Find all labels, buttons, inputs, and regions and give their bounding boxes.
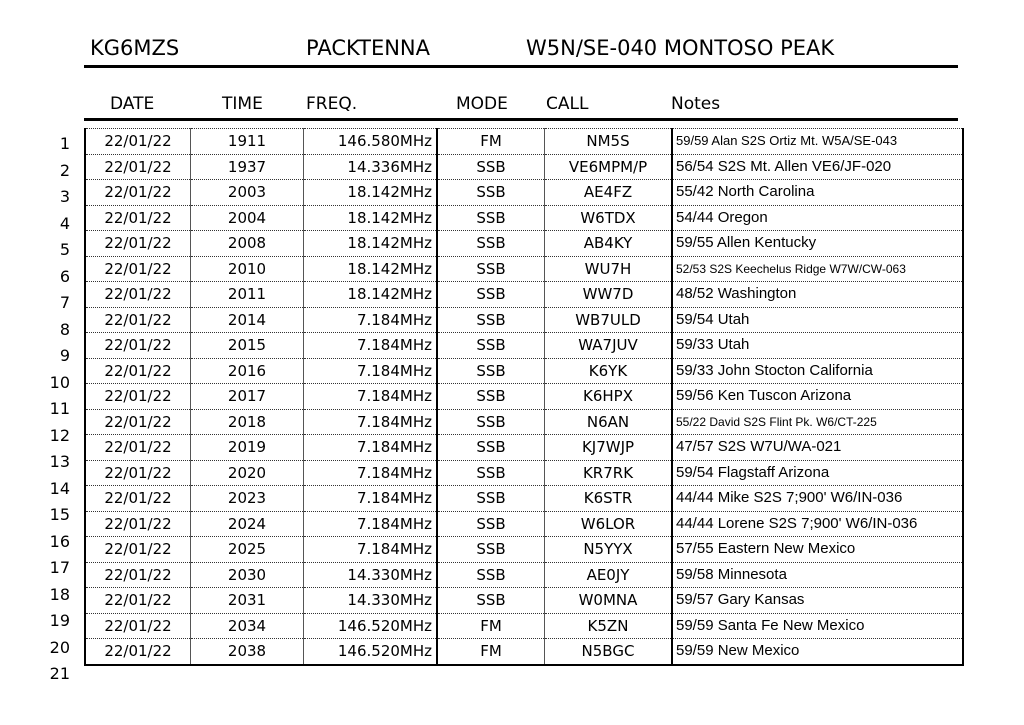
cell-call: AE0JY	[545, 562, 673, 588]
cell-mode: SSB	[437, 537, 545, 563]
cell-freq: 7.184MHz	[304, 435, 438, 461]
cell-notes: 44/44 Lorene S2S 7;900' W6/IN-036	[672, 511, 963, 537]
cell-time: 2016	[191, 358, 304, 384]
cell-time: 2017	[191, 384, 304, 410]
row-number: 9	[59, 346, 70, 365]
cell-time: 2018	[191, 409, 304, 435]
cell-call: N5YYX	[545, 537, 673, 563]
cell-mode: SSB	[437, 358, 545, 384]
cell-call: K6YK	[545, 358, 673, 384]
cell-date: 22/01/22	[85, 333, 191, 359]
table-row	[85, 154, 963, 180]
cell-mode: SSB	[437, 562, 545, 588]
cell-notes: 59/55 Allen Kentucky	[672, 231, 963, 257]
row-number: 21	[49, 664, 70, 683]
row-number: 15	[49, 505, 70, 524]
cell-time: 2031	[191, 588, 304, 614]
cell-notes: 59/33 John Stocton California	[672, 358, 963, 384]
cell-notes: 59/54 Utah	[672, 307, 963, 333]
cell-notes: 44/44 Mike S2S 7;900' W6/IN-036	[672, 486, 963, 512]
cell-date: 22/01/22	[85, 129, 191, 155]
cell-call: K6HPX	[545, 384, 673, 410]
row-number: 10	[49, 372, 70, 392]
cell-date: 22/01/22	[85, 358, 191, 384]
cell-time: 2004	[191, 205, 304, 231]
row-number: 4	[59, 213, 70, 233]
cell-notes: 59/57 Gary Kansas	[672, 588, 963, 614]
header-call: CALL	[546, 94, 589, 114]
table-row	[85, 613, 963, 639]
cell-call: W6TDX	[545, 205, 673, 231]
cell-time: 2038	[191, 639, 304, 665]
cell-date: 22/01/22	[85, 537, 191, 563]
cell-mode: SSB	[437, 256, 545, 282]
title-divider	[84, 65, 958, 68]
log-title-row	[90, 36, 956, 66]
row-number: 14	[49, 478, 70, 498]
cell-freq: 18.142MHz	[304, 180, 438, 206]
cell-time: 2008	[191, 231, 304, 257]
cell-freq: 7.184MHz	[304, 486, 438, 512]
cell-mode: SSB	[437, 282, 545, 308]
table-row	[85, 180, 963, 206]
table-row	[85, 588, 963, 614]
cell-mode: SSB	[437, 231, 545, 257]
header-time: TIME	[222, 94, 263, 114]
cell-time: 2014	[191, 307, 304, 333]
row-number: 5	[59, 240, 70, 259]
row-numbers	[30, 131, 70, 688]
cell-date: 22/01/22	[85, 282, 191, 308]
cell-call: N5BGC	[545, 639, 673, 665]
table-row	[85, 562, 963, 588]
table-row	[85, 282, 963, 308]
cell-notes: 59/59 New Mexico	[672, 639, 963, 665]
cell-time: 2025	[191, 537, 304, 563]
row-number: 20	[49, 637, 70, 657]
cell-date: 22/01/22	[85, 435, 191, 461]
table-row	[85, 409, 963, 435]
row-number: 8	[59, 319, 70, 339]
cell-date: 22/01/22	[85, 180, 191, 206]
table-row	[85, 231, 963, 257]
cell-freq: 7.184MHz	[304, 333, 438, 359]
cell-date: 22/01/22	[85, 511, 191, 537]
header-date: DATE	[110, 94, 155, 114]
cell-notes: 52/53 S2S Keechelus Ridge W7W/CW-063	[672, 256, 963, 282]
cell-time: 2024	[191, 511, 304, 537]
cell-freq: 7.184MHz	[304, 384, 438, 410]
row-number: 16	[49, 531, 70, 551]
row-number: 19	[49, 611, 70, 630]
cell-call: WA7JUV	[545, 333, 673, 359]
cell-time: 2030	[191, 562, 304, 588]
cell-freq: 14.330MHz	[304, 588, 438, 614]
cell-mode: SSB	[437, 154, 545, 180]
cell-date: 22/01/22	[85, 613, 191, 639]
header-divider	[84, 118, 958, 121]
table-row	[85, 435, 963, 461]
cell-call: W0MNA	[545, 588, 673, 614]
cell-mode: SSB	[437, 205, 545, 231]
cell-freq: 18.142MHz	[304, 282, 438, 308]
cell-mode: SSB	[437, 180, 545, 206]
cell-notes: 59/56 Ken Tuscon Arizona	[672, 384, 963, 410]
cell-freq: 7.184MHz	[304, 511, 438, 537]
cell-call: KR7RK	[545, 460, 673, 486]
cell-time: 2019	[191, 435, 304, 461]
cell-freq: 146.520MHz	[304, 639, 438, 665]
cell-time: 2023	[191, 486, 304, 512]
cell-freq: 18.142MHz	[304, 256, 438, 282]
cell-freq: 14.336MHz	[304, 154, 438, 180]
cell-mode: FM	[437, 129, 545, 155]
cell-call: AB4KY	[545, 231, 673, 257]
cell-time: 2011	[191, 282, 304, 308]
cell-date: 22/01/22	[85, 460, 191, 486]
table-row	[85, 333, 963, 359]
cell-mode: FM	[437, 613, 545, 639]
table-row	[85, 460, 963, 486]
column-headers	[0, 94, 1024, 118]
cell-mode: SSB	[437, 307, 545, 333]
header-mode: MODE	[456, 94, 508, 114]
header-freq: FREQ.	[306, 94, 358, 114]
cell-mode: FM	[437, 639, 545, 665]
cell-notes: 55/42 North Carolina	[672, 180, 963, 206]
antenna-name: PACKTENNA	[306, 36, 431, 60]
cell-call: WU7H	[545, 256, 673, 282]
row-number: 1	[59, 134, 70, 153]
row-number: 7	[59, 293, 70, 312]
table-row	[85, 384, 963, 410]
row-number: 18	[49, 584, 70, 604]
cell-call: WB7ULD	[545, 307, 673, 333]
cell-mode: SSB	[437, 409, 545, 435]
table-row	[85, 205, 963, 231]
cell-call: NM5S	[545, 129, 673, 155]
table-row	[85, 486, 963, 512]
cell-notes: 47/57 S2S W7U/WA-021	[672, 435, 963, 461]
cell-freq: 14.330MHz	[304, 562, 438, 588]
cell-notes: 55/22 David S2S Flint Pk. W6/CT-225	[672, 409, 963, 435]
cell-notes: 59/33 Utah	[672, 333, 963, 359]
cell-notes: 59/59 Alan S2S Ortiz Mt. W5A/SE-043	[672, 129, 963, 155]
cell-call: W6LOR	[545, 511, 673, 537]
cell-call: N6AN	[545, 409, 673, 435]
cell-time: 1911	[191, 129, 304, 155]
table-row	[85, 639, 963, 665]
cell-call: K5ZN	[545, 613, 673, 639]
table-row	[85, 256, 963, 282]
cell-date: 22/01/22	[85, 639, 191, 665]
cell-date: 22/01/22	[85, 231, 191, 257]
cell-mode: SSB	[437, 460, 545, 486]
cell-freq: 146.520MHz	[304, 613, 438, 639]
cell-notes: 59/58 Minnesota	[672, 562, 963, 588]
cell-notes: 48/52 Washington	[672, 282, 963, 308]
summit-reference: W5N/SE-040 MONTOSO PEAK	[526, 36, 835, 60]
cell-time: 2003	[191, 180, 304, 206]
table-row	[85, 358, 963, 384]
cell-freq: 146.580MHz	[304, 129, 438, 155]
table-row	[85, 537, 963, 563]
cell-call: WW7D	[545, 282, 673, 308]
cell-time: 2020	[191, 460, 304, 486]
cell-date: 22/01/22	[85, 486, 191, 512]
header-notes: Notes	[671, 94, 721, 114]
cell-call: K6STR	[545, 486, 673, 512]
operator-callsign: KG6MZS	[90, 36, 180, 60]
cell-notes: 59/59 Santa Fe New Mexico	[672, 613, 963, 639]
cell-date: 22/01/22	[85, 154, 191, 180]
row-number: 13	[49, 452, 70, 471]
row-number: 11	[49, 399, 70, 418]
cell-mode: SSB	[437, 486, 545, 512]
cell-date: 22/01/22	[85, 588, 191, 614]
cell-freq: 7.184MHz	[304, 537, 438, 563]
row-number: 2	[59, 160, 70, 180]
cell-time: 2015	[191, 333, 304, 359]
cell-time: 2034	[191, 613, 304, 639]
cell-mode: SSB	[437, 511, 545, 537]
cell-mode: SSB	[437, 588, 545, 614]
cell-notes: 56/54 S2S Mt. Allen VE6/JF-020	[672, 154, 963, 180]
cell-date: 22/01/22	[85, 384, 191, 410]
cell-mode: SSB	[437, 384, 545, 410]
table-row	[85, 129, 963, 155]
cell-freq: 7.184MHz	[304, 409, 438, 435]
cell-freq: 7.184MHz	[304, 358, 438, 384]
cell-freq: 7.184MHz	[304, 460, 438, 486]
row-number: 3	[59, 187, 70, 206]
cell-notes: 59/54 Flagstaff Arizona	[672, 460, 963, 486]
cell-date: 22/01/22	[85, 205, 191, 231]
cell-date: 22/01/22	[85, 562, 191, 588]
cell-mode: SSB	[437, 435, 545, 461]
cell-call: KJ7WJP	[545, 435, 673, 461]
row-number: 17	[49, 558, 70, 577]
cell-call: AE4FZ	[545, 180, 673, 206]
cell-date: 22/01/22	[85, 409, 191, 435]
cell-freq: 18.142MHz	[304, 231, 438, 257]
cell-date: 22/01/22	[85, 256, 191, 282]
row-number: 12	[49, 425, 70, 445]
cell-freq: 18.142MHz	[304, 205, 438, 231]
qso-log-table	[84, 128, 964, 666]
cell-call: VE6MPM/P	[545, 154, 673, 180]
cell-time: 1937	[191, 154, 304, 180]
cell-date: 22/01/22	[85, 307, 191, 333]
table-row	[85, 511, 963, 537]
cell-time: 2010	[191, 256, 304, 282]
cell-freq: 7.184MHz	[304, 307, 438, 333]
cell-notes: 54/44 Oregon	[672, 205, 963, 231]
cell-mode: SSB	[437, 333, 545, 359]
cell-notes: 57/55 Eastern New Mexico	[672, 537, 963, 563]
table-row	[85, 307, 963, 333]
row-number: 6	[59, 266, 70, 286]
